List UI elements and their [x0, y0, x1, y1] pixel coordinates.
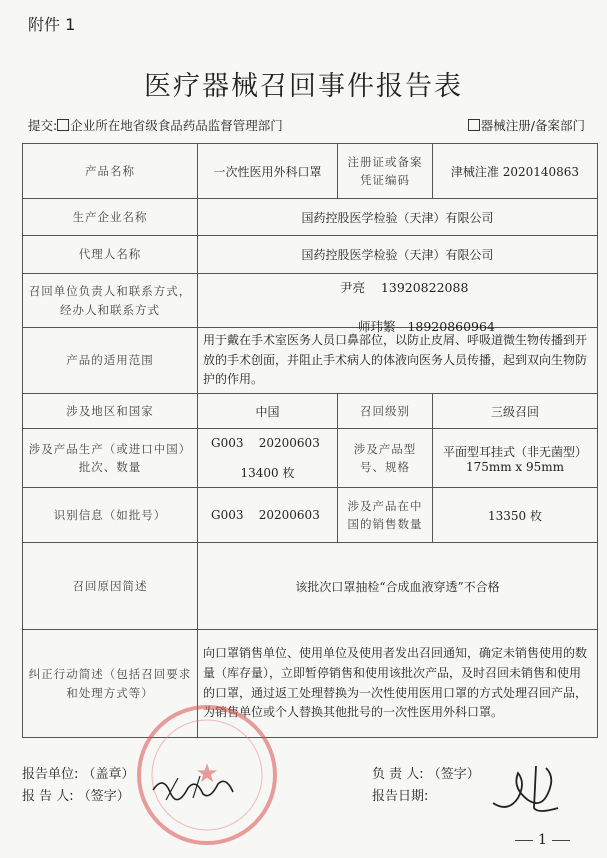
level-label: 召回级别 [338, 394, 433, 429]
scope-value: 用于戴在手术室医务人员口鼻部位，以防止皮屑、呼吸道微生物传播到开放的手术创面，并阻止手术病人的体液向医务人员传播，起到双向生物防护的作用。 [198, 328, 598, 394]
action-value: 向口罩销售单位、使用单位及使用者发出召回通知，确定未销售使用的数量（库存量），立即暂停销售和使用该批次产品，及时召回未销售和使用的口罩，通过返工处理替换为一次性使用医用口罩的方式处理召回产品，为销售单位或个人替换其他批号的一次性医用外科口罩。 [198, 630, 598, 738]
contact-label: 召回单位负责人和联系方式，经办人和联系方式 [23, 274, 198, 328]
action-label: 纠正行动简述（包括召回要求和处理方式等） [23, 630, 198, 738]
report-unit: 报告单位: （盖章） [22, 767, 135, 782]
checkbox-registration[interactable] [468, 119, 480, 131]
submit-option-provincial: 企业所在地省级食品药品监督管理部门 [70, 118, 283, 133]
table-row [23, 543, 598, 630]
submit-line-right [468, 116, 585, 134]
reporter-signature [148, 770, 238, 808]
checkbox-provincial[interactable] [57, 119, 69, 131]
reason-label: 召回原因简述 [23, 543, 198, 630]
table-row [23, 236, 598, 274]
batch-cell [198, 429, 338, 488]
reg-no-value: 津械注准 2020140863 [433, 144, 598, 199]
contact-primary-name: 尹亮 [340, 280, 366, 295]
table-row [23, 394, 598, 429]
id-label: 识别信息（如批号） [23, 488, 198, 543]
model-value: 平面型耳挂式（非无菌型） [442, 444, 587, 459]
reg-no-label: 注册证或备案凭证编码 [338, 144, 433, 199]
table-row [23, 144, 598, 199]
model-cell [433, 429, 598, 488]
region-label: 涉及地区和国家 [23, 394, 198, 429]
contact-secondary-phone: 18920860964 [407, 319, 495, 334]
batch-label: 涉及产品生产（或进口中国）批次、数量 [23, 429, 198, 488]
product-name-value: 一次性医用外科口罩 [198, 144, 338, 199]
batch-value: G003 20200603 [211, 435, 320, 450]
submit-label: 提交: [28, 118, 58, 133]
attachment-label: 附件 1 [28, 15, 76, 34]
region-value: 中国 [198, 394, 338, 429]
submit-line [28, 116, 283, 134]
table-row [23, 328, 598, 394]
table-row [23, 274, 598, 328]
id-value: G003 20200603 [198, 488, 338, 543]
submit-option-registration: 器械注册/备案部门 [480, 118, 585, 133]
product-name-label: 产品名称 [23, 144, 198, 199]
batch-quantity: 13400 枚 [240, 465, 295, 480]
table-row [23, 488, 598, 543]
agent-label: 代理人名称 [23, 236, 198, 274]
responsible-person: 负 责 人: （签字） [372, 767, 480, 782]
model-label: 涉及产品型号、规格 [338, 429, 433, 488]
contact-primary [340, 278, 468, 296]
level-value: 三级召回 [433, 394, 598, 429]
contact-primary-phone: 13920822088 [380, 280, 469, 295]
agent-value: 国药控股医学检验（天津）有限公司 [198, 236, 598, 274]
model-size: 175mm x 95mm [465, 459, 565, 474]
sales-label: 涉及产品在中国的销售数量 [338, 488, 433, 543]
manufacturer-value: 国药控股医学检验（天津）有限公司 [198, 199, 598, 236]
sales-value: 13350 枚 [433, 488, 598, 543]
reporter: 报 告 人: （签字） [22, 789, 130, 804]
manufacturer-label: 生产企业名称 [23, 199, 198, 236]
scope-label: 产品的适用范围 [23, 328, 198, 394]
page-number: 1 [510, 832, 575, 848]
responsible-signature [488, 758, 563, 818]
reason-value: 该批次口罩抽检“合成血液穿透”不合格 [198, 543, 598, 630]
table-row [23, 429, 598, 488]
table-row [23, 199, 598, 236]
table-row [23, 630, 598, 738]
svg-text:★: ★ [195, 759, 219, 789]
contact-secondary-name: 师玮繁 [358, 319, 396, 334]
contact-secondary [358, 317, 495, 335]
report-date: 报告日期: [372, 789, 429, 804]
report-table [22, 143, 598, 738]
page-title: 医疗器械召回事件报告表 [144, 71, 463, 102]
